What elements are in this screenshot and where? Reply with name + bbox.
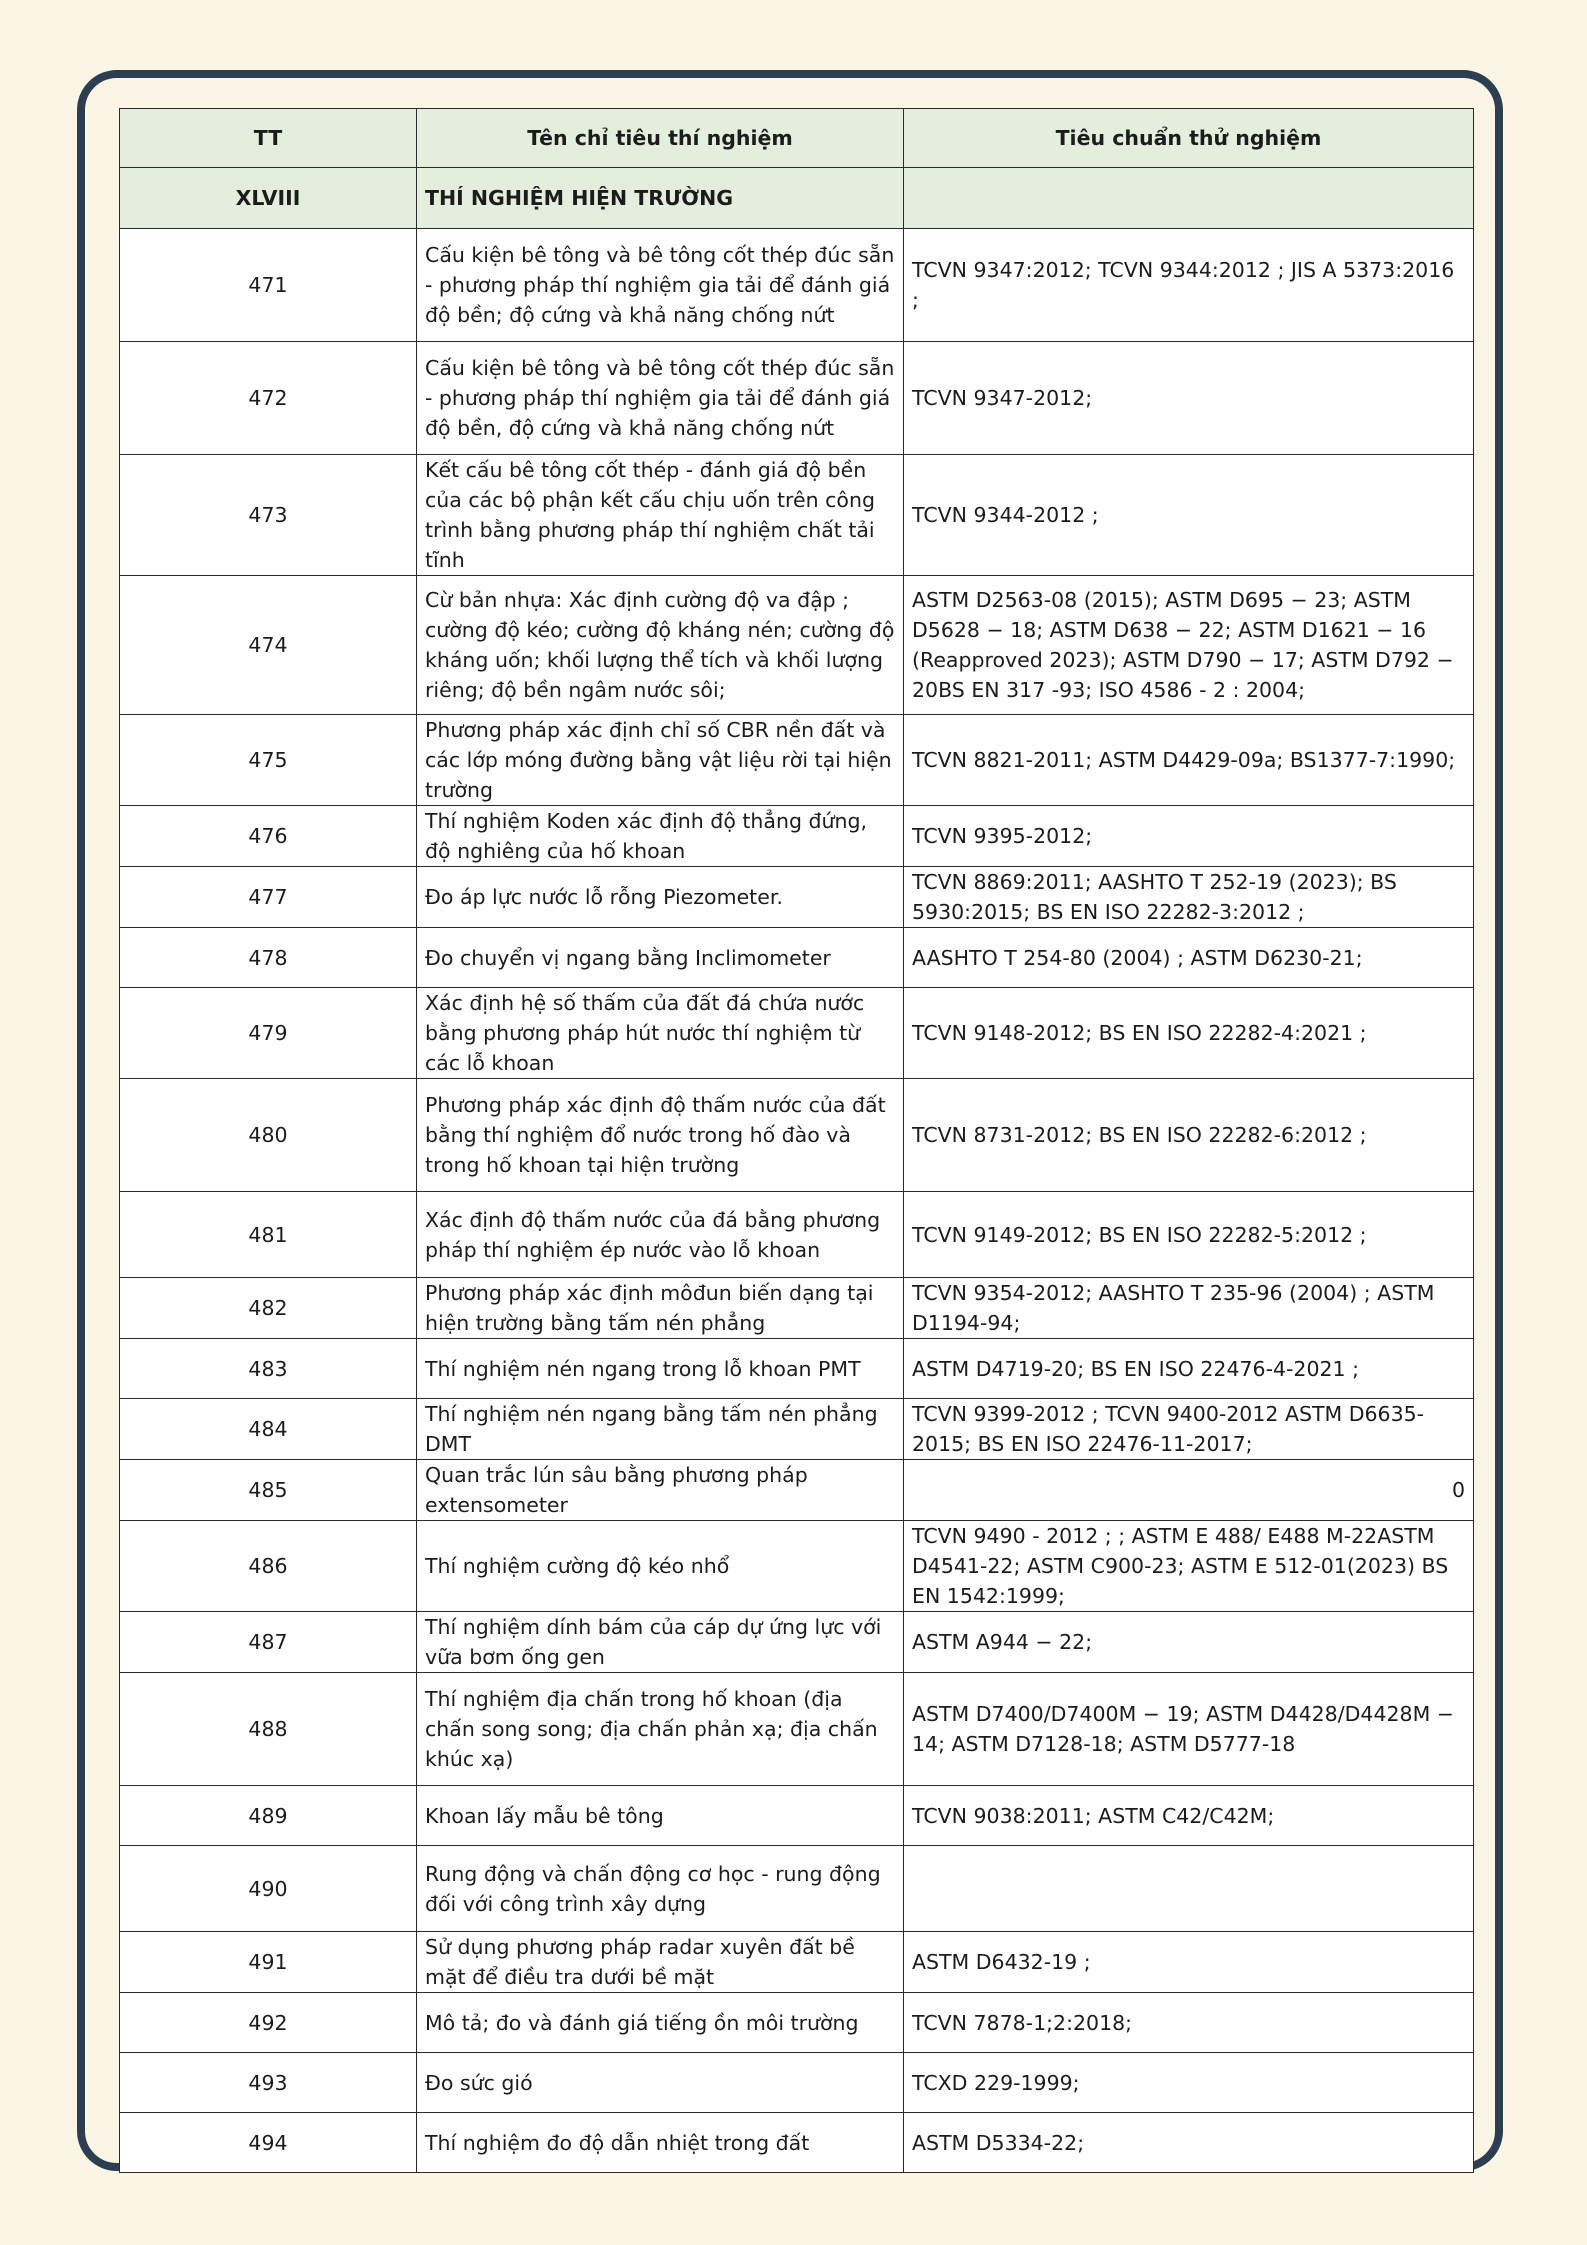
header-tt: TT [120,109,417,168]
table-row [120,1339,1474,1399]
row-standard: TCVN 9347-2012; [904,342,1474,455]
row-standard: TCVN 8821-2011; ASTM D4429-09a; BS1377-7:1990; [904,715,1474,806]
row-number: 494 [120,2113,417,2173]
row-test-name: Thí nghiệm dính bám của cáp dự ứng lực với vữa bơm ống gen [417,1612,904,1673]
standards-table [119,108,1474,2173]
row-test-name: Thí nghiệm Koden xác định độ thẳng đứng, độ nghiêng của hố khoan [417,806,904,867]
row-standard: ASTM D5334-22; [904,2113,1474,2173]
table-row [120,1932,1474,1993]
row-test-name: Xác định độ thấm nước của đá bằng phương pháp thí nghiệm ép nước vào lỗ khoan [417,1192,904,1278]
row-standard: TCVN 9354-2012; AASHTO T 235-96 (2004) ; ASTM D1194-94; [904,1278,1474,1339]
row-standard: ASTM A944 − 22; [904,1612,1474,1673]
row-standard: TCVN 9148-2012; BS EN ISO 22282-4:2021 ; [904,988,1474,1079]
row-test-name: Kết cấu bê tông cốt thép - đánh giá độ bền của các bộ phận kết cấu chịu uốn trên công trình bằng phương pháp thí nghiệm chất tải tĩnh [417,455,904,576]
row-test-name: Khoan lấy mẫu bê tông [417,1786,904,1846]
row-standard: AASHTO T 254-80 (2004) ; ASTM D6230-21; [904,928,1474,988]
row-test-name: Thí nghiệm nén ngang bằng tấm nén phẳng DMT [417,1399,904,1460]
table-row [120,1521,1474,1612]
row-number: 473 [120,455,417,576]
row-test-name: Thí nghiệm đo độ dẫn nhiệt trong đất [417,2113,904,2173]
row-number: 481 [120,1192,417,1278]
row-test-name: Đo áp lực nước lỗ rỗng Piezometer. [417,867,904,928]
table-row [120,576,1474,715]
row-standard: ASTM D2563-08 (2015); ASTM D695 − 23; ASTM D5628 − 18; ASTM D638 − 22; ASTM D1621 − 16 (Reapproved 2023); ASTM D790 − 17; ASTM D792 − 20BS EN 317 -93; ISO 4586 - 2 : 2004; [904,576,1474,715]
table-row [120,988,1474,1079]
row-standard: TCVN 8731-2012; BS EN ISO 22282-6:2012 ; [904,1079,1474,1192]
row-standard: TCVN 9395-2012; [904,806,1474,867]
table-header-row [120,109,1474,168]
row-number: 485 [120,1460,417,1521]
row-number: 486 [120,1521,417,1612]
row-standard: TCVN 7878-1;2:2018; [904,1993,1474,2053]
header-standard: Tiêu chuẩn thử nghiệm [904,109,1474,168]
table-row [120,806,1474,867]
row-number: 479 [120,988,417,1079]
table-row [120,715,1474,806]
row-test-name: Rung động và chấn động cơ học - rung động đối với công trình xây dựng [417,1846,904,1932]
table-row [120,1399,1474,1460]
row-number: 476 [120,806,417,867]
row-test-name: Sử dụng phương pháp radar xuyên đất bề mặt để điều tra dưới bề mặt [417,1932,904,1993]
row-number: 475 [120,715,417,806]
section-row [120,168,1474,229]
row-test-name: Cấu kiện bê tông và bê tông cốt thép đúc sẵn - phương pháp thí nghiệm gia tải để đánh giá độ bền, độ cứng và khả năng chống nứt [417,342,904,455]
table-row [120,1846,1474,1932]
row-test-name: Đo sức gió [417,2053,904,2113]
row-standard: TCVN 9344-2012 ; [904,455,1474,576]
table-row [120,1460,1474,1521]
row-number: 484 [120,1399,417,1460]
row-number: 477 [120,867,417,928]
section-standard [904,168,1474,229]
section-title: THÍ NGHIỆM HIỆN TRƯỜNG [417,168,904,229]
table-row [120,1786,1474,1846]
row-number: 478 [120,928,417,988]
row-standard: TCVN 9149-2012; BS EN ISO 22282-5:2012 ; [904,1192,1474,1278]
row-number: 480 [120,1079,417,1192]
table-row [120,1278,1474,1339]
table-row [120,2053,1474,2113]
row-number: 490 [120,1846,417,1932]
table-row [120,1612,1474,1673]
row-standard: TCVN 9399-2012 ; TCVN 9400-2012 ASTM D6635-2015; BS EN ISO 22476-11-2017; [904,1399,1474,1460]
row-test-name: Đo chuyển vị ngang bằng Inclimometer [417,928,904,988]
row-standard: TCVN 8869:2011; AASHTO T 252-19 (2023); BS 5930:2015; BS EN ISO 22282-3:2012 ; [904,867,1474,928]
table-row [120,2113,1474,2173]
row-test-name: Thí nghiệm cường độ kéo nhổ [417,1521,904,1612]
row-number: 483 [120,1339,417,1399]
table-row [120,1079,1474,1192]
row-number: 488 [120,1673,417,1786]
row-number: 487 [120,1612,417,1673]
row-standard: ASTM D4719-20; BS EN ISO 22476-4-2021 ; [904,1339,1474,1399]
row-test-name: Thí nghiệm địa chấn trong hố khoan (địa chấn song song; địa chấn phản xạ; địa chấn khúc xạ) [417,1673,904,1786]
row-test-name: Phương pháp xác định môđun biến dạng tại hiện trường bằng tấm nén phẳng [417,1278,904,1339]
header-test-name: Tên chỉ tiêu thí nghiệm [417,109,904,168]
row-number: 482 [120,1278,417,1339]
row-number: 492 [120,1993,417,2053]
row-standard [904,1846,1474,1932]
row-test-name: Mô tả; đo và đánh giá tiếng ồn môi trường [417,1993,904,2053]
table-row [120,455,1474,576]
row-standard: TCVN 9038:2011; ASTM C42/C42M; [904,1786,1474,1846]
row-test-name: Quan trắc lún sâu bằng phương pháp extensometer [417,1460,904,1521]
table-row [120,928,1474,988]
row-standard: TCVN 9490 - 2012 ; ; ASTM E 488/ E488 M-22ASTM D4541-22; ASTM C900-23; ASTM E 512-01(2023) BS EN 1542:1999; [904,1521,1474,1612]
table-row [120,1192,1474,1278]
row-test-name: Xác định hệ số thấm của đất đá chứa nước bằng phương pháp hút nước thí nghiệm từ các lỗ khoan [417,988,904,1079]
row-test-name: Thí nghiệm nén ngang trong lỗ khoan PMT [417,1339,904,1399]
table-row [120,229,1474,342]
row-test-name: Phương pháp xác định chỉ số CBR nền đất và các lớp móng đường bằng vật liệu rời tại hiện trường [417,715,904,806]
row-standard: TCVN 9347:2012; TCVN 9344:2012 ; JIS A 5373:2016 ; [904,229,1474,342]
table-row [120,1993,1474,2053]
row-number: 474 [120,576,417,715]
row-test-name: Cấu kiện bê tông và bê tông cốt thép đúc sẵn - phương pháp thí nghiệm gia tải để đánh giá độ bền; độ cứng và khả năng chống nứt [417,229,904,342]
row-number: 472 [120,342,417,455]
table-row [120,867,1474,928]
row-standard: 0 [904,1460,1474,1521]
row-number: 471 [120,229,417,342]
row-number: 489 [120,1786,417,1846]
row-test-name: Phương pháp xác định độ thấm nước của đất bằng thí nghiệm đổ nước trong hố đào và trong hố khoan tại hiện trường [417,1079,904,1192]
row-number: 493 [120,2053,417,2113]
row-standard: ASTM D6432-19 ; [904,1932,1474,1993]
row-number: 491 [120,1932,417,1993]
section-number: XLVIII [120,168,417,229]
table-row [120,1673,1474,1786]
table-row [120,342,1474,455]
row-standard: TCXD 229-1999; [904,2053,1474,2113]
row-test-name: Cừ bản nhựa: Xác định cường độ va đập ; cường độ kéo; cường độ kháng nén; cường độ kháng uốn; khối lượng thể tích và khối lượng riêng; độ bền ngâm nước sôi; [417,576,904,715]
row-standard: ASTM D7400/D7400M − 19; ASTM D4428/D4428M − 14; ASTM D7128-18; ASTM D5777-18 [904,1673,1474,1786]
